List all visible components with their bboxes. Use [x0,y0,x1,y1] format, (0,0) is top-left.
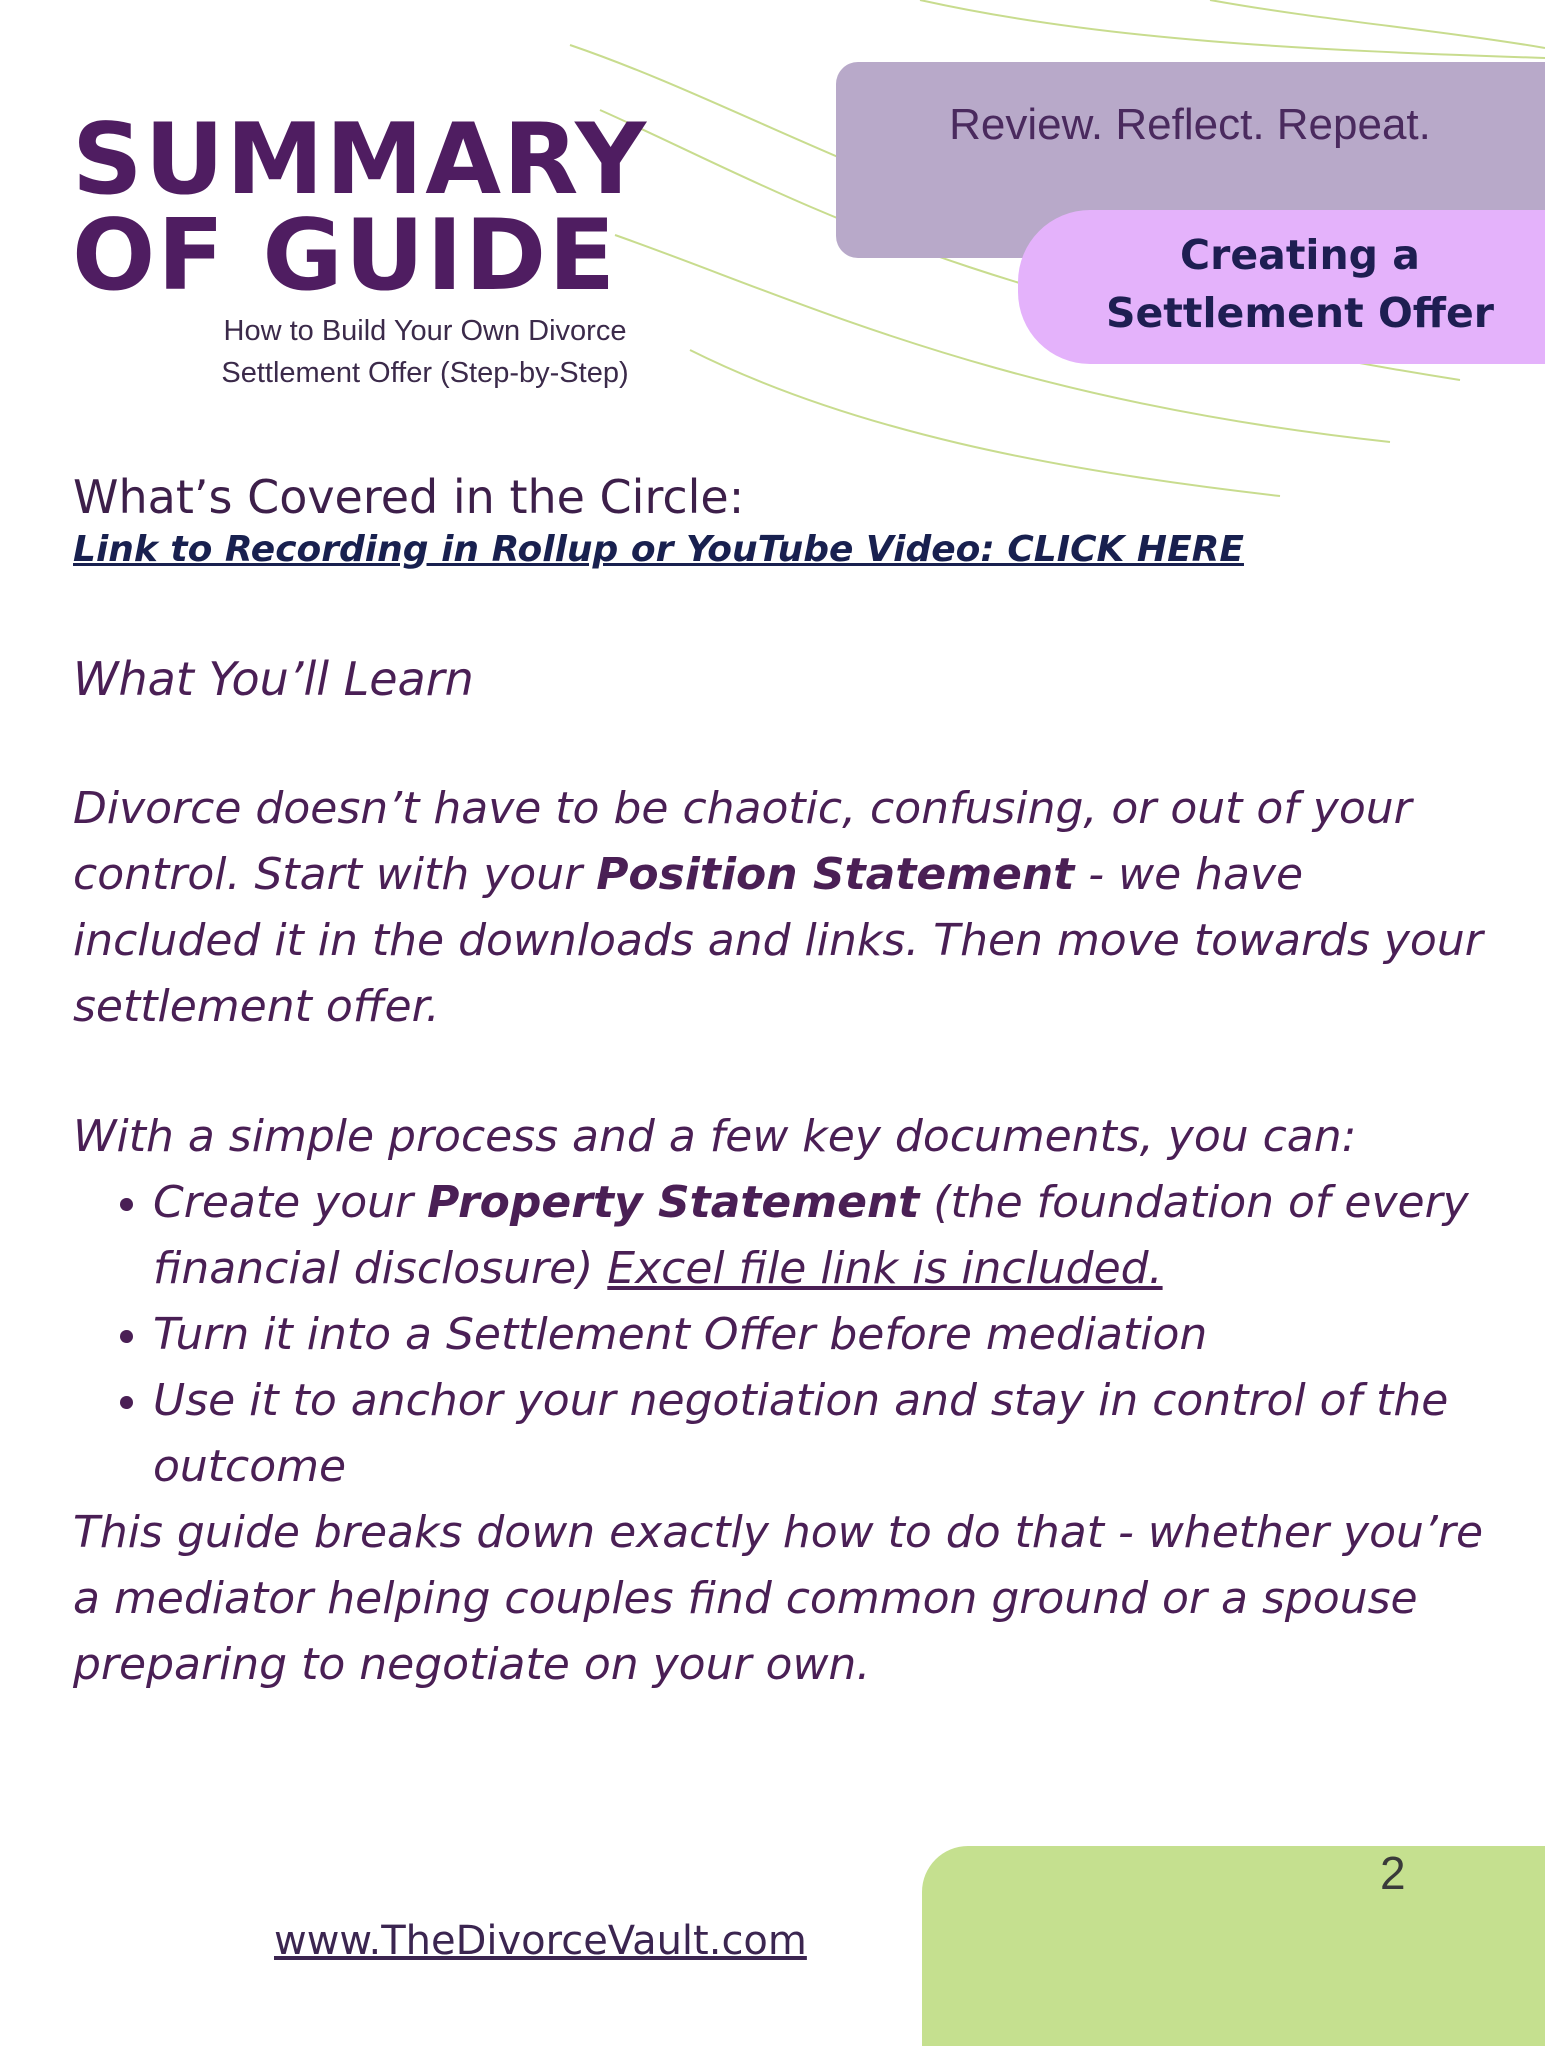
list-item [153,1170,1493,1302]
website-link[interactable]: www.TheDivorceVault.com [274,1918,807,1964]
recording-link[interactable]: Link to Recording in Rollup or YouTube Video: CLICK HERE [73,529,1244,570]
position-statement-bold: Position Statement [596,849,1075,900]
benefits-list [73,1170,1493,1500]
excel-file-link[interactable]: Excel file link is included. [607,1243,1163,1294]
topic-line-2: Settlement Offer [1105,289,1495,337]
title-line-2: OF GUIDE [72,199,618,313]
main-content [73,466,1493,1698]
list-item: • Turn it into a Settlement Offer before mediation [153,1302,1493,1368]
learn-heading: What You’ll Learn [73,652,474,706]
para1-text: Divorce doesn’t have to be chaotic, confusing, or out of your control. Start with your [73,783,1412,900]
topic-line-1: Creating a [1180,231,1420,279]
bullet1-text-end: (the foundation of every financial disclosure) [153,1177,1469,1294]
subtitle-line-2: Settlement Offer (Step-by-Step) [221,357,629,389]
para1-text-end: - we have included it in the downloads and links. Then move towards your settlement offer. [73,849,1483,1032]
list-item: • Use it to anchor your negotiation and stay in control of the outcome [153,1368,1493,1500]
tagline: Review. Reflect. Repeat. [949,100,1431,149]
page-number: 2 [1380,1847,1406,1899]
title-line-1: SUMMARY [72,103,649,217]
covered-heading: What’s Covered in the Circle: [73,470,745,524]
subtitle-line-1: How to Build Your Own Divorce [223,315,627,347]
intro-paragraph [73,776,1493,1040]
closing-paragraph: This guide breaks down exactly how to do that - whether you’re a mediator helping couples find common ground or a spouse preparing to negotiate on your own. [73,1507,1484,1690]
footer-accent-box [922,1846,1545,2046]
bullet1-text: Create your [153,1177,428,1228]
topic-label [1085,226,1515,342]
process-intro: With a simple process and a few key documents, you can: [73,1111,1357,1162]
page-title [72,103,649,313]
page-subtitle [150,310,700,394]
property-statement-bold: Property Statement [427,1177,920,1228]
